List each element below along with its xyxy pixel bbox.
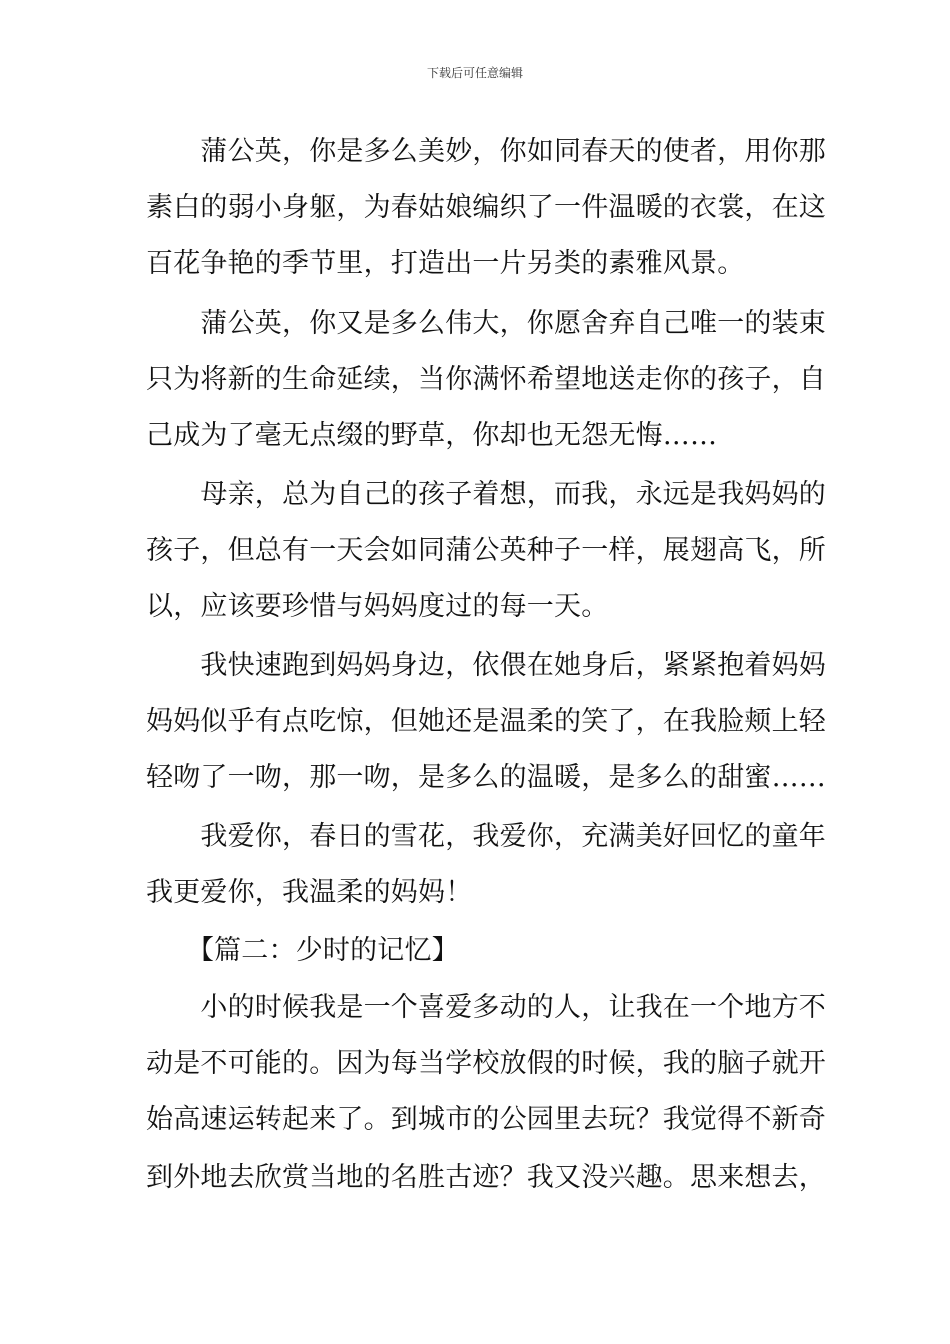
text-line: 以，应该要珍惜与妈妈度过的每一天。 [146,591,609,622]
text-line: 我爱你，春日的雪花，我爱你，充满美好回忆的童年 [146,821,826,852]
page-header: 下载后可任意编辑 [426,66,523,80]
text-line: 小的时候我是一个喜爱多动的人，让我在一个地方不 [146,992,826,1023]
text-line: 到外地去欣赏当地的名胜古迹？我又没兴趣。思来想去， [146,1162,826,1193]
text-line: 蒲公英，你是多么美妙，你如同春天的使者，用你那 [146,136,826,167]
text-line: 始高速运转起来了。到城市的公园里去玩？我觉得不新奇 [146,1104,826,1135]
text-line: 素白的弱小身躯，为春姑娘编织了一件温暖的衣裳，在这 [146,192,826,223]
text-line: 百花争艳的季节里，打造出一片另类的素雅风景。 [146,248,745,279]
section-heading: 【篇二：少时的记忆】 [146,935,459,966]
text-line: 己成为了毫无点缀的野草，你却也无怨无悔…… [146,420,718,451]
text-line: 我更爱你，我温柔的妈妈！ [146,877,473,908]
text-line: 孩子，但总有一天会如同蒲公英种子一样，展翅高飞，所 [146,535,826,566]
text-line: 母亲，总为自己的孩子着想，而我，永远是我妈妈的 [146,479,826,510]
text-line: 我快速跑到妈妈身边，依偎在她身后，紧紧抱着妈妈 [146,650,826,681]
text-line: 只为将新的生命延续，当你满怀希望地送走你的孩子，自 [146,364,826,395]
text-line: 蒲公英，你又是多么伟大，你愿舍弃自己唯一的装束 [146,308,826,339]
text-line: 妈妈似乎有点吃惊，但她还是温柔的笑了，在我脸颊上轻 [146,706,826,737]
text-line: 动是不可能的。因为每当学校放假的时候，我的脑子就开 [146,1048,826,1079]
text-line: 轻吻了一吻，那一吻，是多么的温暖，是多么的甜蜜…… [146,762,826,793]
